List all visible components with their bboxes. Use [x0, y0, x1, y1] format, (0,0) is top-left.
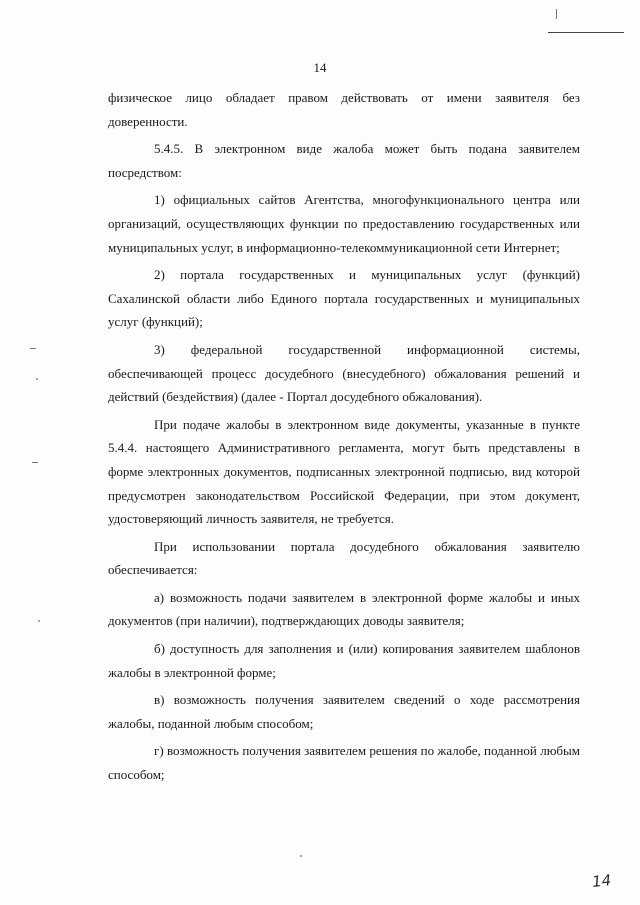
- paragraph-continuation: физическое лицо обладает правом действовать от имени заявителя без доверенности.: [108, 90, 580, 129]
- list-item-b: б) доступность для заполнения и (или) копирования заявителем шаблонов жалобы в электронной форме;: [108, 641, 580, 680]
- list-item-a: а) возможность подачи заявителем в электронной форме жалобы и иных документов (при наличии), подтверждающих доводы заявителя;: [108, 589, 580, 629]
- list-item-3: 3) федеральной государственной информационной системы, обеспечивающей процесс досудебного (внесудебного) обжалования решений и действий (бездействия) (далее - Портал досудебного обжалования).: [108, 341, 580, 405]
- scan-mark: [38, 620, 40, 622]
- scan-mark: [36, 378, 38, 380]
- document-body: [108, 86, 580, 791]
- list-item-1: 1) официальных сайтов Агентства, многофункционального центра или организаций, осуществляющих функции по предоставлению государственных или муниципальных услуг, в информационно-телекоммуникационной сети Интернет;: [108, 192, 580, 255]
- scan-mark: [30, 348, 36, 349]
- list-item-2: 2) портала государственных и муниципальных услуг (функций) Сахалинской области либо Единого портала государственных и муниципальных услуг (функций);: [108, 267, 580, 330]
- scan-mark: [300, 855, 302, 857]
- paragraph-electronic-docs: При подаче жалобы в электронном виде документы, указанные в пункте 5.4.4. настоящего Административного регламента, могут быть представлены в форме электронных документов, подписанных электронной подписью, вид которой предусмотрен законодательством Российской Федерации, при этом документ, удостоверяющий личность заявителя, не требуется.: [108, 416, 580, 527]
- top-rule: [548, 32, 624, 33]
- scan-mark: [556, 9, 557, 19]
- list-item-g: г) возможность получения заявителем решения по жалобе, поданной любым способом;: [108, 743, 580, 783]
- paragraph-portal-provides: При использовании портала досудебного обжалования заявителю обеспечивается:: [108, 538, 580, 578]
- scan-mark: [32, 462, 38, 463]
- page-number: 14: [313, 60, 327, 75]
- paragraph-5-4-5: 5.4.5. В электронном виде жалоба может быть подана заявителем посредством:: [108, 141, 580, 180]
- list-item-v: в) возможность получения заявителем сведений о ходе рассмотрения жалобы, поданной любым способом;: [108, 692, 580, 731]
- handwritten-page-number: 14: [591, 871, 612, 891]
